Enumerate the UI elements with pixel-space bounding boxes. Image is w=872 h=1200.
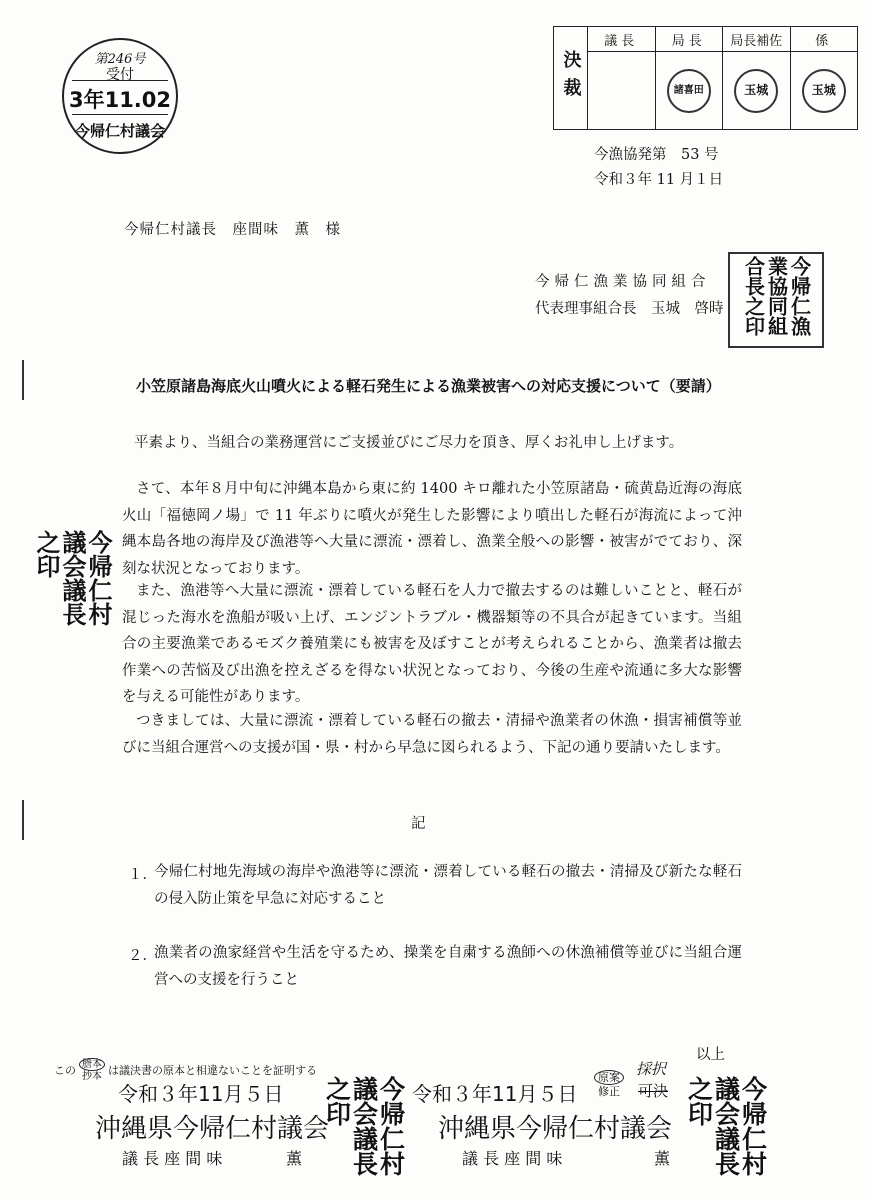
certification-prefix: この — [54, 1064, 76, 1077]
decision-date: 令和３年11月５日 — [412, 1082, 578, 1106]
copy-option-selected: 謄本 — [79, 1058, 105, 1071]
decision-chair-seal: 薫 — [654, 1149, 671, 1168]
decision-option-selected: 原案 — [594, 1070, 624, 1085]
document-title: 小笠原諸島海底火山噴火による軽石発生による漁業被害への対応支援について（要請） — [136, 377, 721, 395]
margin-mark — [22, 360, 24, 400]
approval-column-chair — [588, 27, 656, 129]
greeting: 平素より、当組合の業務運営にご支援並びにご尽力を頂き、厚くお礼申し上げます。 — [134, 435, 684, 451]
item-number: ２． — [128, 948, 157, 964]
body-paragraph: また、漁港等へ大量に漂流・漂着している軽石を人力で撤去するのは難しいことと、軽石が混じった海水を漁船が吸い上げ、エンジントラブル・機器類等の不具合が起きています。当組合の主要漁業であるモズク養殖業にも被害を及ぼすことが考えられることから、漁業者は撤去作業への苦悩及び出漁を控えざるを得ない状況となっており、今後の生産や流通に多大な影響を与える可能性があります。 — [122, 583, 742, 705]
body-paragraph: さて、本年８月中旬に沖縄本島から東に約 1400 キロ離れた小笠原諸島・硫黄島近海の海底火山「福徳岡ノ場」で 11 年ぶりに噴火が発生した影響により噴出した軽石が海流によって沖縄本島各地の海岸及び漁港等へ大量に漂流・漂着し、漁業全般への影響・被害がでており、深刻な状況となっております。 — [122, 481, 742, 577]
approval-header: 議長 — [588, 27, 655, 52]
copy-option: 抄本 — [82, 1071, 102, 1082]
item-text: 今帰仁村地先海域の海岸や漁港等に漂流・漂着している軽石の撤去・清掃及び新たな軽石の侵入防止策を早急に対応すること — [154, 864, 742, 907]
certification-chair: 議 長 座 間 味 — [122, 1149, 223, 1168]
approval-cell — [656, 52, 723, 129]
kessai-label — [554, 27, 588, 129]
document-date: 令和３年 11 月１日 — [594, 172, 724, 188]
receipt-label: 受付 — [106, 67, 134, 83]
approval-seal: 諸喜田 — [667, 69, 711, 113]
approval-cell — [723, 52, 790, 129]
approval-seal: 玉城 — [802, 69, 846, 113]
decision-struck: 可決 — [638, 1082, 669, 1100]
closing: 以上 — [696, 1047, 725, 1063]
decision-chair: 議 長 座 間 味 — [462, 1149, 563, 1168]
approval-header: 局長 — [656, 27, 723, 52]
kessai-text: 決裁 — [560, 50, 582, 106]
ki-heading: 記 — [411, 816, 426, 832]
item-number: １． — [128, 867, 157, 883]
copy-type — [79, 1058, 105, 1082]
recipient: 今帰仁村議長 座間味 薫 様 — [124, 222, 341, 238]
approval-box — [553, 26, 858, 130]
decision-option: 修正 — [598, 1085, 620, 1098]
decision-handwritten: 採択 — [636, 1060, 667, 1078]
approval-column-staff — [791, 27, 858, 129]
margin-seal — [20, 530, 124, 630]
approval-cell — [791, 52, 858, 129]
cooperative-seal — [728, 252, 824, 348]
sender-name: 代表理事組合長 玉城 啓時 — [535, 301, 724, 317]
decision-organization: 沖縄県今帰仁村議会 — [438, 1114, 673, 1144]
body-paragraph: つきましては、大量に漂流・漂着している軽石の撤去・清掃や漁業者の休漁・損害補償等並びに当組合運営への支援が国・県・村から早急に図られるよう、下記の通り要請いたします。 — [122, 713, 742, 756]
stamp-divider — [72, 114, 168, 115]
certification-date: 令和３年11月５日 — [118, 1082, 284, 1106]
certification-organization: 沖縄県今帰仁村議会 — [95, 1114, 330, 1144]
margin-seal-text: 今帰仁村議会議長之印 — [32, 530, 113, 626]
approval-column-director — [656, 27, 724, 129]
approval-cell — [588, 52, 655, 129]
document-number: 今漁協発第 53 号 — [594, 147, 719, 163]
receipt-number: 第246号 — [94, 52, 146, 67]
decision-type — [594, 1070, 624, 1098]
receipt-stamp — [62, 38, 178, 154]
cooperative-seal-text: 今帰仁漁業協同組合長之印 — [741, 256, 812, 336]
certification-seal — [310, 1076, 418, 1182]
margin-mark — [22, 800, 24, 840]
approval-header: 係 — [791, 27, 858, 52]
decision-seal-text: 今帰仁村議会議長之印 — [684, 1076, 768, 1176]
approval-column-deputy — [723, 27, 791, 129]
approval-header: 局長補佐 — [723, 27, 790, 52]
decision-seal — [672, 1076, 780, 1182]
item-text: 漁業者の漁家経営や生活を守るため、操業を自粛する漁師への休漁補償等並びに当組合運営への支援を行うこと — [154, 945, 742, 988]
certification-text: は議決書の原本と相違ないことを証明する — [108, 1064, 317, 1077]
receipt-date: 3年11.02 — [68, 88, 172, 112]
certification-seal-text: 今帰仁村議会議長之印 — [322, 1076, 406, 1176]
certification-chair-seal: 薫 — [286, 1149, 303, 1168]
sender-organization: 今帰仁漁業協同組合 — [535, 274, 711, 290]
receipt-organization: 今帰仁村議会 — [74, 122, 165, 140]
approval-seal: 玉城 — [734, 69, 778, 113]
